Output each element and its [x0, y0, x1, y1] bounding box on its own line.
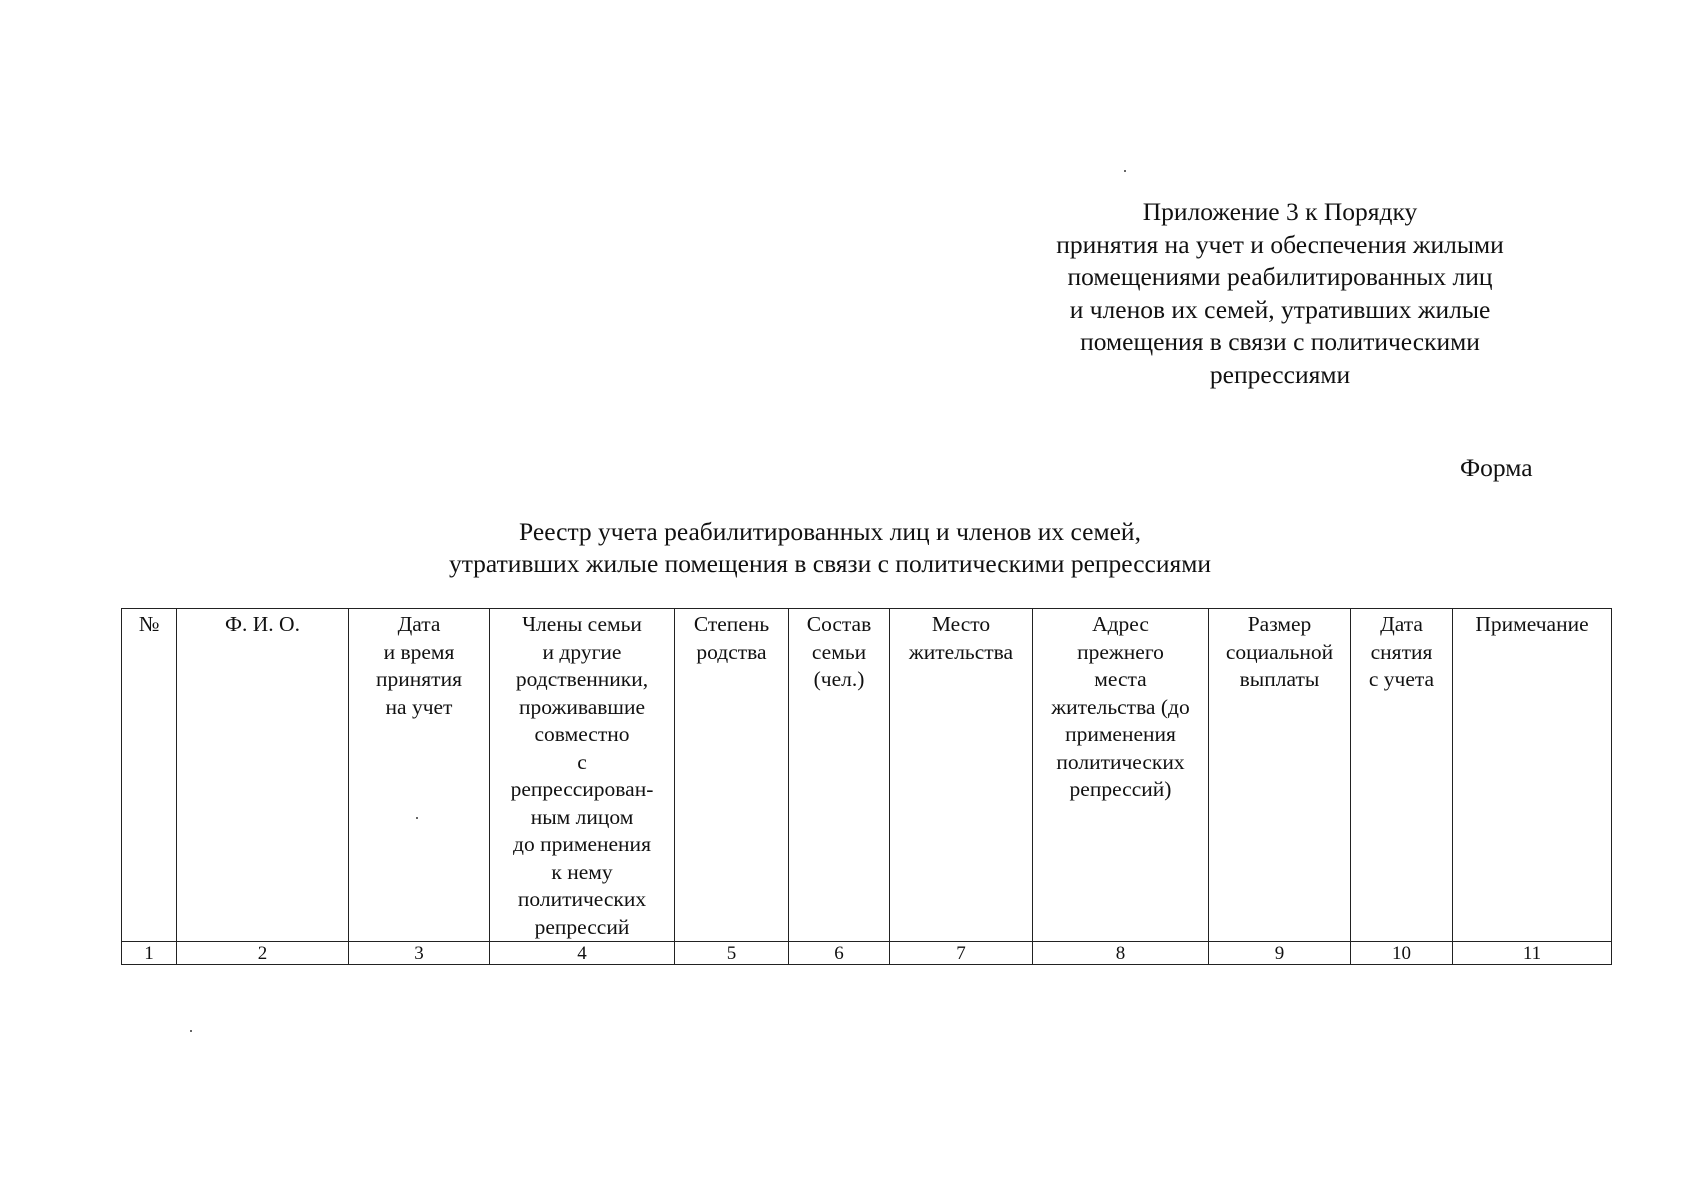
column-number-cell: 9	[1209, 942, 1351, 965]
column-number-cell: 5	[675, 942, 789, 965]
column-number-cell: 2	[177, 942, 349, 965]
column-header-residence: Место жительства	[890, 609, 1033, 942]
register-title	[330, 516, 1330, 580]
appendix-line: помещения в связи с политическими	[1080, 327, 1480, 356]
column-number-cell: 3	[349, 942, 490, 965]
scan-speck	[190, 1030, 192, 1032]
column-header-deregistration-date: Дата снятия с учета	[1351, 609, 1453, 942]
scan-speck	[1124, 170, 1126, 172]
register-title-line: утративших жилые помещения в связи с политическими репрессиями	[448, 549, 1212, 578]
appendix-heading	[1010, 196, 1550, 391]
column-header-registration-date: Дата и время принятия на учет	[349, 609, 490, 942]
column-number-cell: 11	[1453, 942, 1612, 965]
column-number-cell: 7	[890, 942, 1033, 965]
column-header-family-members: Члены семьи и другие родственники, проживавшие совместно с репрессирован- ным лицом до применения к нему политических репрессий	[490, 609, 675, 942]
register-table	[121, 608, 1612, 965]
appendix-line: репрессиями	[1209, 359, 1351, 389]
column-header-note: Примечание	[1453, 609, 1612, 942]
column-number-cell: 10	[1351, 942, 1453, 965]
column-header-full-name: Ф. И. О.	[177, 609, 349, 942]
scan-speck	[416, 817, 418, 819]
column-header-number: №	[122, 609, 177, 942]
column-number-cell: 6	[789, 942, 890, 965]
appendix-line: помещениями реабилитированных лиц	[1067, 262, 1493, 291]
appendix-line: Приложение 3 к Порядку	[1142, 197, 1418, 226]
column-number-cell: 4	[490, 942, 675, 965]
register-header-row	[122, 609, 1612, 942]
form-label: Форма	[1460, 453, 1533, 482]
appendix-line: и членов их семей, утративших жилые	[1069, 294, 1491, 324]
column-header-payment-amount: Размер социальной выплаты	[1209, 609, 1351, 942]
column-number-cell: 8	[1033, 942, 1209, 965]
column-header-former-address: Адрес прежнего места жительства (до применения политических репрессий)	[1033, 609, 1209, 942]
column-header-family-size: Состав семьи (чел.)	[789, 609, 890, 942]
appendix-line: принятия на учет и обеспечения жилыми	[1056, 229, 1504, 259]
column-header-kinship: Степень родства	[675, 609, 789, 942]
column-number-cell: 1	[122, 942, 177, 965]
column-number-row	[122, 942, 1612, 965]
register-title-line: Реестр учета реабилитированных лиц и членов их семей,	[519, 517, 1141, 546]
